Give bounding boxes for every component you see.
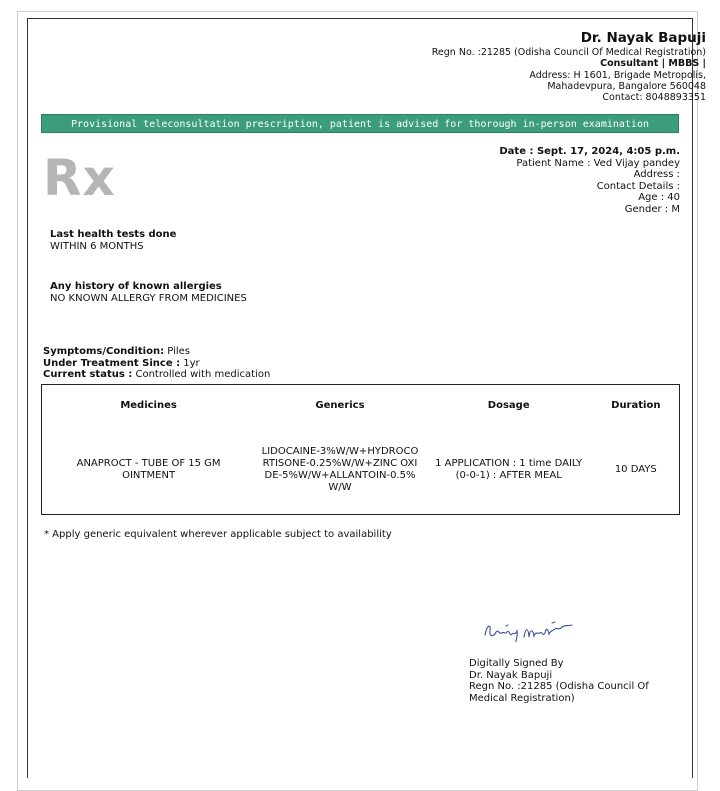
header-medicines: Medicines <box>120 399 177 411</box>
health-tests-section <box>50 229 176 252</box>
health-tests-value: WITHIN 6 MONTHS <box>50 240 144 252</box>
patient-contact: Contact Details : <box>596 180 680 192</box>
generic-note: * Apply generic equivalent wherever applicable subject to availability <box>44 529 392 540</box>
patient-age: Age : 40 <box>638 192 680 203</box>
doctor-contact: Contact: 8048893351 <box>602 92 706 104</box>
doctor-address-line2: Mahadevpura, Bangalore 560048 <box>547 80 706 92</box>
doctor-address-line1: Address: H 1601, Brigade Metropolis, <box>529 69 706 81</box>
symptoms-line <box>43 346 270 358</box>
header-duration: Duration <box>611 399 661 411</box>
treatment-since-line <box>43 358 270 370</box>
treatment-since-value: 1yr <box>180 357 200 369</box>
symptoms-label: Symptoms/Condition: <box>43 346 165 357</box>
patient-gender: Gender : M <box>624 203 680 215</box>
current-status-value: Controlled with medication <box>132 369 271 380</box>
allergies-section <box>50 281 247 304</box>
teleconsultation-banner: Provisional teleconsultation prescription, patient is advised for thorough in-person examination <box>41 114 679 133</box>
doctor-regn: Regn No. :21285 (Odisha Council Of Medical Registration) <box>431 47 706 58</box>
condition-section <box>43 346 270 381</box>
symptoms-value: Piles <box>164 346 191 357</box>
patient-address: Address : <box>633 169 680 180</box>
table-row <box>42 425 680 515</box>
treatment-since-label: Under Treatment Since : <box>43 357 181 369</box>
doctor-name: Dr. Nayak Bapuji <box>580 30 706 46</box>
doctor-header <box>432 30 706 103</box>
medicine-name: ANAPROCT - TUBE OF 15 GM OINTMENT <box>76 457 221 481</box>
header-generics: Generics <box>315 399 365 411</box>
current-status-label: Current status : <box>43 369 133 380</box>
header-dosage: Dosage <box>487 399 530 411</box>
table-header-row <box>42 385 680 426</box>
signed-by-name: Dr. Nayak Bapuji <box>469 669 553 681</box>
doctor-qualification: Consultant | MBBS | <box>600 58 706 70</box>
health-tests-heading: Last health tests done <box>50 229 177 240</box>
medicine-generic: LIDOCAINE-3%W/W+HYDROCORTISONE-0.25%W/W+ZINC OXIDE-5%W/W+ALLANTOIN-0.5%W/W <box>261 445 419 493</box>
rx-symbol: Rx <box>43 149 116 207</box>
current-status-line <box>43 369 270 381</box>
patient-details <box>499 146 680 215</box>
allergies-heading: Any history of known allergies <box>50 281 222 292</box>
medicine-dosage: 1 APPLICATION : 1 time DAILY (0-0-1) : AFTER MEAL <box>435 457 583 481</box>
digital-signature-block <box>469 658 649 704</box>
signed-by-regn: Regn No. :21285 (Odisha Council Of <box>469 681 649 692</box>
medicines-table <box>41 384 680 515</box>
allergies-value: NO KNOWN ALLERGY FROM MEDICINES <box>50 292 247 304</box>
signed-by-label: Digitally Signed By <box>469 658 564 669</box>
signed-by-regn-council: Medical Registration) <box>469 692 575 704</box>
patient-name: Patient Name : Ved Vijay pandey <box>516 157 680 169</box>
handwritten-signature <box>482 617 577 645</box>
medicine-duration: 10 DAYS <box>614 463 657 475</box>
prescription-date: Date : Sept. 17, 2024, 4:05 p.m. <box>499 146 680 157</box>
